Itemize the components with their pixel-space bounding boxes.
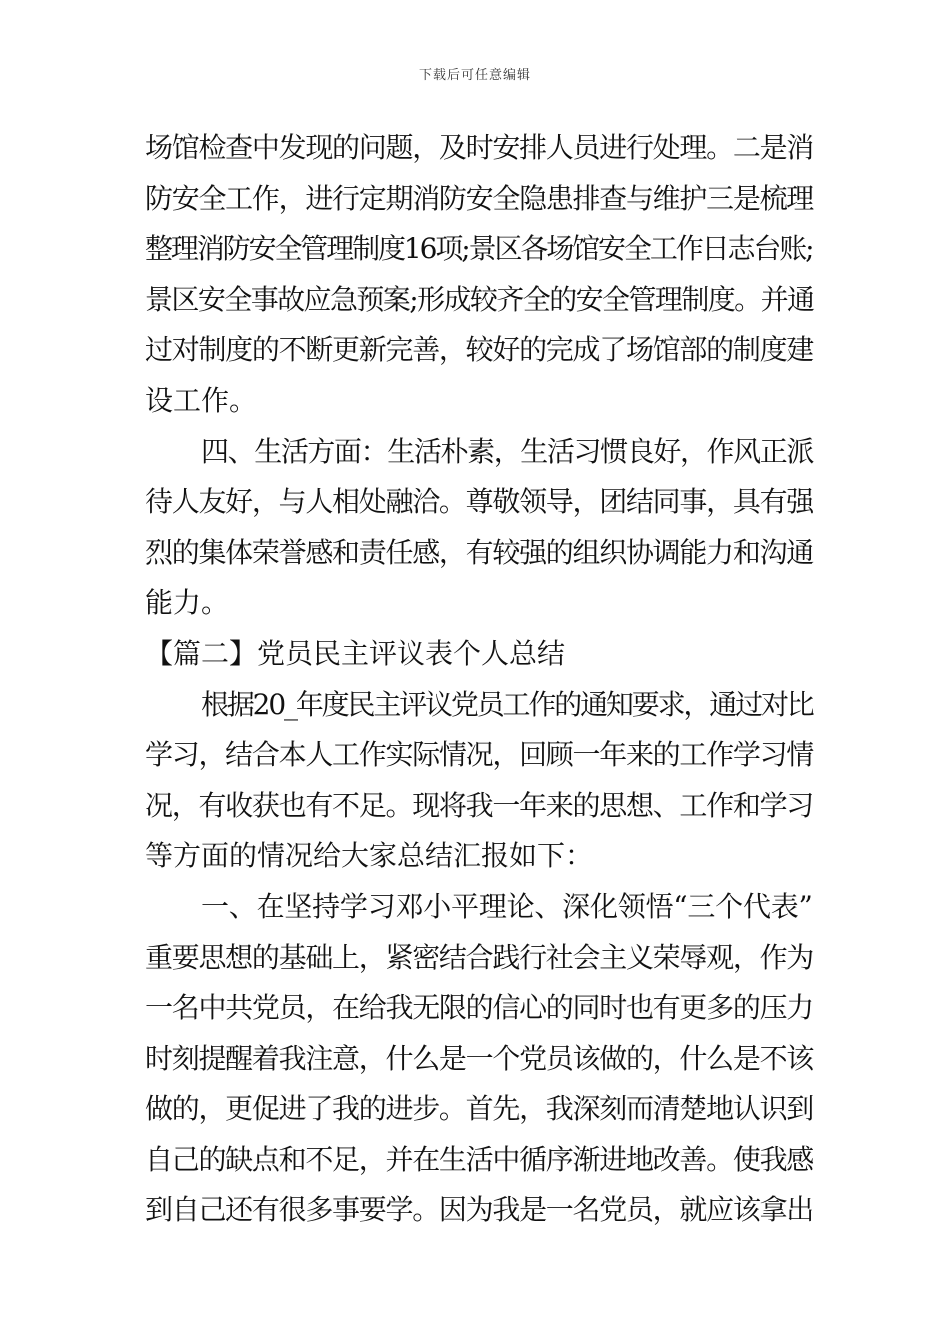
text-line: 烈的集体荣誉感和责任感，有较强的组织协调能力和沟通	[145, 535, 814, 569]
text-line: 防安全工作，进行定期消防安全隐患排查与维护三是梳理	[145, 181, 814, 215]
text-line: 做的，更促进了我的进步。首先，我深刻而清楚地认识到	[145, 1092, 814, 1126]
text-line: 场馆检查中发现的问题，及时安排人员进行处理。二是消	[145, 131, 814, 164]
text-line: 等方面的情况给大家总结汇报如下：	[145, 839, 594, 873]
text-line: 【篇二】党员民主评议表个人总结	[145, 636, 566, 670]
text-line: 况，有收获也有不足。现将我一年来的思想、工作和学习	[145, 788, 814, 822]
text-line: 自己的缺点和不足，并在生活中循序渐进地改善。使我感	[145, 1142, 814, 1176]
text-line: 待人友好，与人相处融洽。尊敬领导，团结同事，具有强	[145, 485, 814, 519]
text-line: 整理消防安全管理制度16项;景区各场馆安全工作日志台账;	[145, 232, 813, 266]
document-body	[145, 123, 813, 1236]
text-line: 能力。	[145, 586, 230, 620]
text-line: 一、在坚持学习邓小平理论、深化领悟“三个代表”	[201, 889, 813, 923]
text-line: 时刻提醒着我注意，什么是一个党员该做的，什么是不该	[145, 1041, 814, 1075]
text-line: 过对制度的不断更新完善，较好的完成了场馆部的制度建	[145, 333, 814, 367]
text-line: 四、生活方面：生活朴素，生活习惯良好，作风正派	[201, 434, 814, 468]
text-line: 学习，结合本人工作实际情况，回顾一年来的工作学习情	[145, 738, 814, 772]
header-note: 下载后可任意编辑	[418, 68, 531, 83]
text-line: 到自己还有很多事要学。因为我是一名党员，就应该拿出	[145, 1193, 814, 1227]
text-line: 一名中共党员，在给我无限的信心的同时也有更多的压力	[145, 991, 814, 1025]
text-line: 根据20_年度民主评议党员工作的通知要求，通过对比	[201, 687, 813, 721]
text-line: 设工作。	[145, 383, 258, 417]
text-line: 重要思想的基础上，紧密结合践行社会主义荣辱观，作为	[145, 940, 814, 974]
text-line: 景区安全事故应急预案;形成较齐全的安全管理制度。并通	[145, 282, 814, 316]
